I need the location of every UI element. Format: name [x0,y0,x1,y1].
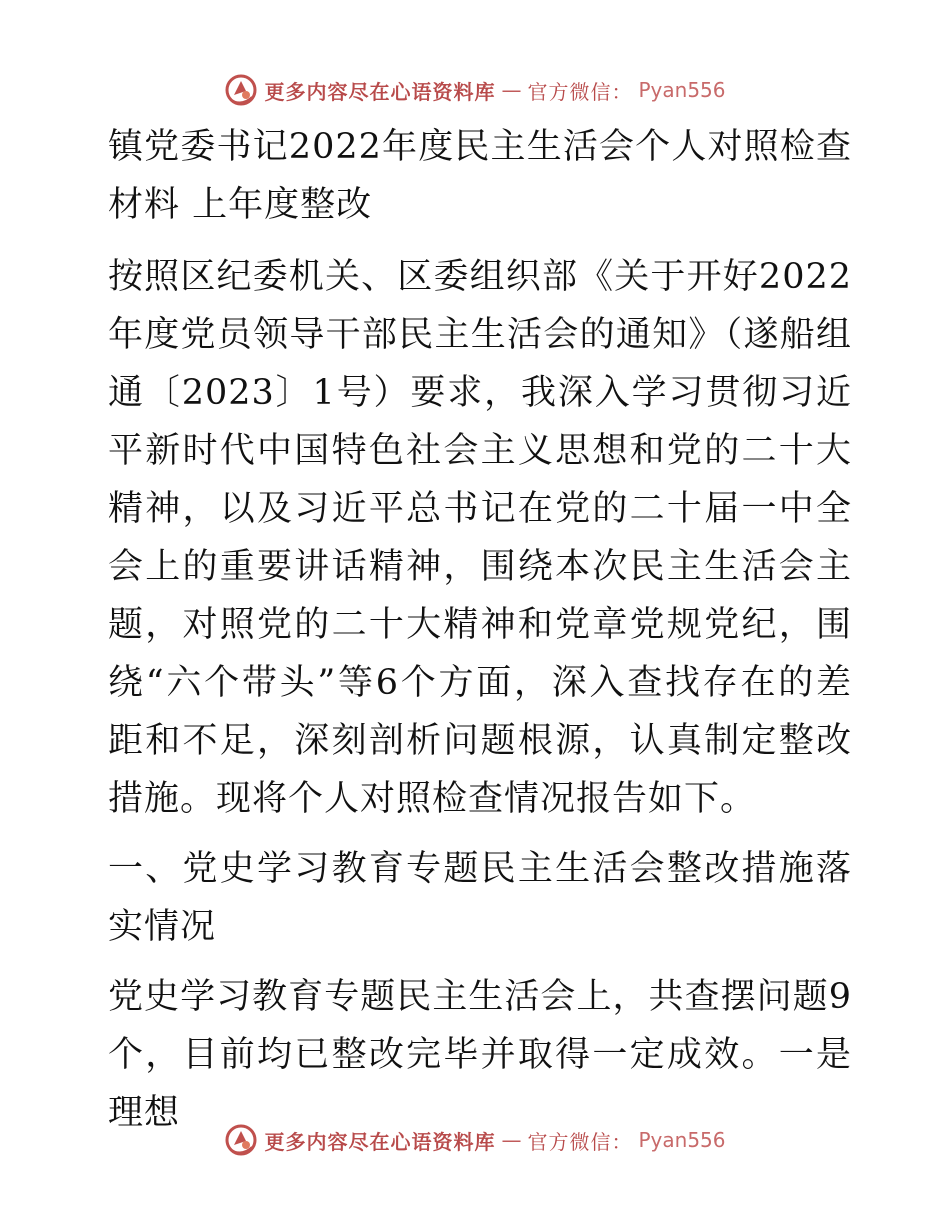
watermark-header [0,70,950,110]
watermark-wechat-id: Pyan556 [638,78,726,102]
watermark-wechat-id: Pyan556 [638,1128,726,1152]
watermark-separator: — [501,78,522,102]
watermark-footer [0,1120,950,1160]
watermark-sub-text: 官方微信： [527,79,633,104]
library-logo-icon [224,73,258,107]
watermark-sub-text: 官方微信： [527,1129,633,1154]
library-logo-icon [224,1123,258,1157]
document-title: 镇党委书记2022年度民主生活会个人对照检查材料 上年度整改 [108,127,852,225]
section-heading-1: 一、党史学习教育专题民主生活会整改措施落实情况 [108,849,852,947]
paragraph-section-1: 党史学习教育专题民主生活会上，共查摆问题9个，目前均已整改完毕并取得一定成效。一是理想 [108,977,852,1133]
document-body [98,118,852,1142]
watermark-main-text: 更多内容尽在心语资料库 [264,79,496,104]
paragraph-intro: 按照区纪委机关、区委组织部《关于开好2022年度党员领导干部民主生活会的通知》（遂船组通〔2023〕1号）要求，我深入学习贯彻习近平新时代中国特色社会主义思想和党的二十大精神，以及习近平总书记在党的二十届一中全会上的重要讲话精神，围绕本次民主生活会主题，对照党的二十大精神和党章党规党纪，围绕“六个带头”等6个方面，深入查找存在的差距和不足，深刻剖析问题根源，认真制定整改措施。现将个人对照检查情况报告如下。 [108,257,852,819]
watermark-main-text: 更多内容尽在心语资料库 [264,1129,496,1154]
watermark-separator: — [501,1128,522,1152]
